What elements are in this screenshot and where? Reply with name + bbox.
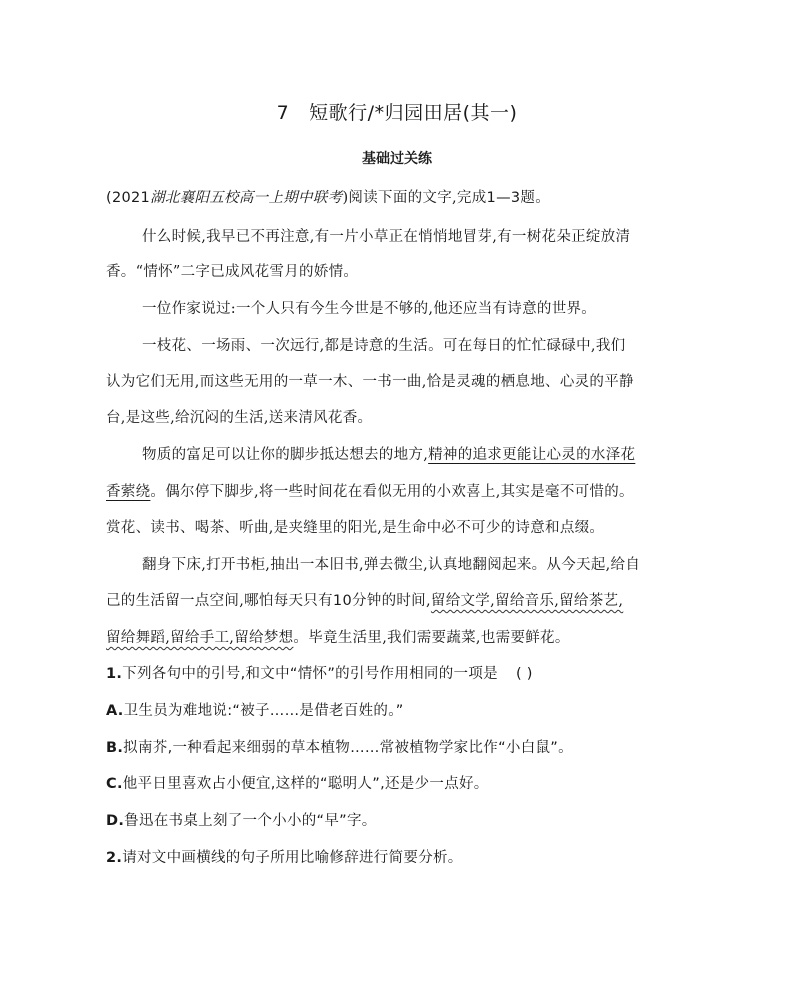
passage-line: 香萦绕。偶尔停下脚步,将一些时间花在看似无用的小欢喜上,其实是毫不可惜的。 — [106, 484, 634, 500]
passage-line: 香。“情怀”二字已成风花雪月的娇情。 — [106, 264, 359, 280]
option-b[interactable]: B.拟南芥,一种看起来细弱的草本植物……常被植物学家比作“小白鼠”。 — [106, 740, 573, 756]
passage-line: 一枝花、一场雨、一次远行,都是诗意的生活。可在每日的忙忙碌碌中,我们 — [142, 338, 626, 354]
source-note: 湖北襄阳五校高一上期中联考 — [150, 190, 343, 206]
question-2: 2.请对文中画横线的句子所用比喻修辞进行简要分析。 — [106, 850, 463, 866]
passage-line: 一位作家说过:一个人只有今生今世是不够的,他还应当有诗意的世界。 — [142, 301, 597, 317]
passage-line: 己的生活留一点空间,哪怕每天只有10分钟的时间,留给文学,留给音乐,留给茶艺, — [106, 593, 624, 609]
passage-line: 台,是这些,给沉闷的生活,送来清风花香。 — [106, 410, 373, 426]
option-c[interactable]: C.他平日里喜欢占小便宜,这样的“聪明人”,还是少一点好。 — [106, 776, 489, 792]
section-heading: 基础过关练 — [362, 151, 432, 167]
answer-blank[interactable]: ( ) — [515, 666, 533, 682]
lesson-title-text: 短歌行/*归园田居(其一) — [309, 102, 518, 124]
wavy-underlined-text: 留给文学,留给音乐,留给茶艺, — [430, 593, 624, 609]
option-d[interactable]: D.鲁迅在书桌上刻了一个小小的“早”字。 — [106, 813, 377, 829]
passage-line: 什么时候,我早已不再注意,有一片小草正在悄悄地冒芽,有一树花朵正绽放清 — [142, 229, 631, 245]
lesson-number: 7 — [276, 102, 290, 124]
wavy-underlined-text: 留给舞蹈,留给手工,留给梦想 — [106, 630, 294, 646]
passage-line: 赏花、读书、喝茶、听曲,是夹缝里的阳光,是生命中必不可少的诗意和点缀。 — [106, 520, 605, 536]
passage-line: 留给舞蹈,留给手工,留给梦想。毕竟生活里,我们需要蔬菜,也需要鲜花。 — [106, 630, 570, 646]
option-a[interactable]: A.卫生员为难地说:“被子……是借老百姓的。” — [106, 703, 404, 719]
passage-line: 认为它们无用,而这些无用的一草一木、一书一曲,恰是灵魂的栖息地、心灵的平静 — [106, 374, 634, 390]
underlined-sentence: 精神的追求更能让心灵的水泽花 — [428, 447, 636, 463]
lesson-title — [0, 98, 794, 125]
passage-line: 物质的富足可以让你的脚步抵达想去的地方,精神的追求更能让心灵的水泽花 — [142, 447, 636, 463]
passage-line: 翻身下床,打开书柜,抽出一本旧书,弹去微尘,认真地翻阅起来。从今天起,给自 — [142, 557, 641, 573]
passage-intro: (2021湖北襄阳五校高一上期中联考)阅读下面的文字,完成1—3题。 — [106, 190, 551, 206]
question-1: 1.下列各句中的引号,和文中“情怀”的引号作用相同的一项是 ( ) — [106, 666, 533, 682]
underlined-sentence: 香萦绕 — [106, 484, 151, 500]
